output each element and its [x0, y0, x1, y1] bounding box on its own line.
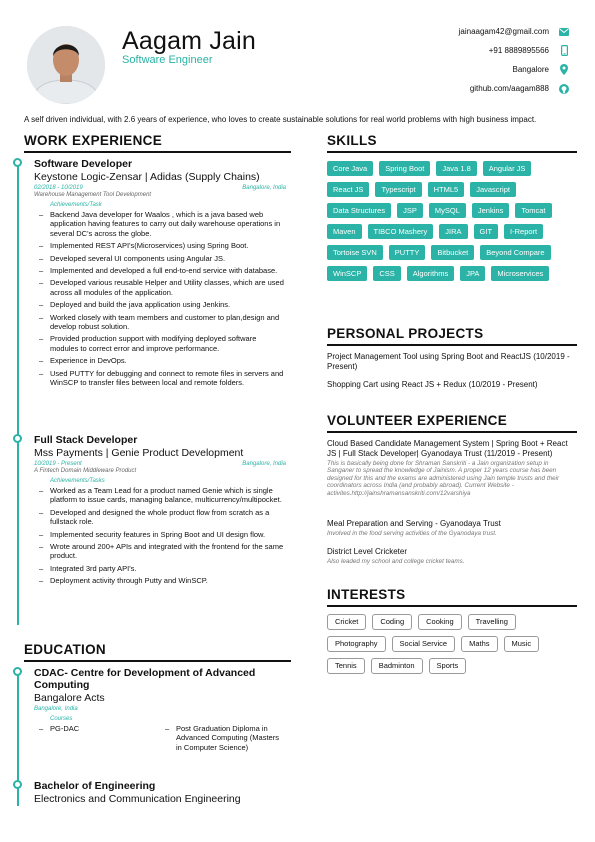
- volunteer-item: [327, 547, 577, 565]
- work-timeline-dot: [13, 158, 22, 167]
- summary: A self driven individual, with 2.6 years of experience, who loves to create sustainable solutions for real world problems with high business impact.: [24, 115, 537, 124]
- courses-label: Courses: [50, 716, 73, 722]
- skill-tag: Angular JS: [483, 161, 532, 176]
- project-item: Project Management Tool using Spring Boot and ReactJS (10/2019 - Present): [327, 352, 570, 371]
- volunteer-desc: This is basically being done for Shraman Sanskriti - a Jain organization setup in Sanganer to spread the knowledge of Jainism. A proper 12 years course has been designed for this and the exams are administered using Jain temple trusts and their coordinators across India (and probably abroad). Current Website - activites.http://jainshramansanskriti.com/12varshiya: [327, 459, 560, 497]
- skill-tag: Javascript: [470, 182, 516, 197]
- interest-tag: Photography: [327, 636, 386, 652]
- interest-tag: Social Service: [392, 636, 456, 652]
- volunteer-title: District Level Cricketer: [327, 547, 408, 556]
- interest-tag: Badminton: [371, 658, 423, 674]
- education-title: CDAC- Centre for Development of Advanced Computing: [34, 667, 256, 691]
- projects-rule: [327, 344, 577, 346]
- education-org: Bangalore Acts: [34, 692, 105, 704]
- skill-tag: Core Java: [327, 161, 373, 176]
- achievement-item: – Implemented REST API's(Microservices) using Spring Boot.: [34, 241, 286, 250]
- interests-rule: [327, 605, 577, 607]
- job-meta: [34, 461, 286, 467]
- contact-location-text: Bangalore: [512, 65, 549, 74]
- contact-github-text: github.com/aagam888: [469, 84, 549, 93]
- achievement-item: – Used PUTTY for debugging and connect to remote files in servers and WinSCP to transfer files between local and remote folders.: [34, 369, 286, 388]
- skill-tag: Maven: [327, 224, 362, 239]
- skill-tag: Data Structures: [327, 203, 391, 218]
- achievement-item: – Implemented security features in Spring Boot and UI design flow.: [34, 530, 286, 539]
- job-org: Keystone Logic-Zensar | Adidas (Supply Chains): [34, 171, 260, 183]
- skill-tag: MySQL: [429, 203, 466, 218]
- skill-tag: JPA: [460, 266, 485, 281]
- skill-tag: Typescript: [375, 182, 421, 197]
- achievement-item: – Implemented and developed a full end-to-end service with database.: [34, 266, 286, 275]
- github-icon: [557, 84, 571, 94]
- education-bachelor: [34, 780, 286, 805]
- course-item: – Post Graduation Diploma in Advanced Computing (Masters in Computer Science): [160, 724, 286, 752]
- interest-tag: Music: [504, 636, 540, 652]
- phone-icon: [557, 45, 571, 56]
- achievement-item: – Deployment activity through Putty and WinSCP.: [34, 576, 286, 585]
- work-heading: WORK EXPERIENCE: [24, 133, 163, 148]
- education-location: Bangalore, India: [34, 706, 78, 712]
- interest-tag: Cricket: [327, 614, 366, 630]
- job-location: Bangalore, India: [242, 461, 286, 467]
- job-dates: 10/2019 - Present: [34, 461, 82, 467]
- achievement-item: – Deployed and build the java application using Jenkins.: [34, 300, 286, 309]
- job-org: Mss Payments | Genie Product Development: [34, 447, 244, 459]
- contact-github[interactable]: [351, 79, 571, 98]
- skill-tag: CSS: [373, 266, 400, 281]
- skill-tag: Jenkins: [472, 203, 509, 218]
- education-heading: EDUCATION: [24, 642, 106, 657]
- achievement-list: [34, 486, 286, 586]
- volunteer-desc: Involved in the food serving activities of the Gyanodaya trust.: [327, 529, 497, 537]
- achievement-item: – Worked closely with team members and customer to plan,design and develop robust solution.: [34, 313, 286, 332]
- job-software-developer: [34, 158, 286, 391]
- skill-tag: Beyond Compare: [480, 245, 550, 260]
- achievements-label: Achievements/Task: [50, 202, 102, 208]
- volunteer-desc: Also leaded my school and college cricket teams.: [327, 557, 465, 565]
- skill-tag: React JS: [327, 182, 369, 197]
- course-list: [34, 724, 286, 752]
- contact-phone-text: +91 8889895566: [488, 46, 549, 55]
- achievement-list: [34, 210, 286, 388]
- achievement-item: – Experience in DevOps.: [34, 356, 286, 365]
- skill-tag: Tomcat: [515, 203, 551, 218]
- skill-tag: Algorithms: [407, 266, 454, 281]
- job-title: Full Stack Developer: [34, 434, 138, 446]
- education-meta: [34, 706, 286, 712]
- skill-tag: Spring Boot: [379, 161, 430, 176]
- profile-photo: [27, 26, 105, 104]
- projects-heading: PERSONAL PROJECTS: [327, 326, 484, 341]
- skill-tag: WinSCP: [327, 266, 367, 281]
- skill-tag: Bitbucket: [431, 245, 474, 260]
- job-location: Bangalore, India: [242, 185, 286, 191]
- email-icon: [557, 28, 571, 36]
- skills-heading: SKILLS: [327, 133, 377, 148]
- work-timeline-line: [17, 163, 19, 625]
- achievement-item: – Backend Java developer for Waalos , which is a java based web application having features to carry out daily warehouse operations in several DC's across the globe.: [34, 210, 286, 238]
- education-cdac: [34, 667, 286, 752]
- skill-tag: Java 1.8: [436, 161, 476, 176]
- project-item: Shopping Cart using React JS + Redux (10/2019 - Present): [327, 380, 538, 389]
- skill-tag: GIT: [474, 224, 499, 239]
- job-full-stack-developer: [34, 434, 286, 589]
- job-subtitle: A Fintech Domain Middleware Product: [34, 468, 137, 474]
- achievement-item: – Worked as a Team Lead for a product named Genie which is single platform to issue cards, managing balance, multicurrency/multipocket.: [34, 486, 286, 505]
- education-rule: [24, 660, 291, 662]
- skill-tag: PUTTY: [389, 245, 426, 260]
- volunteer-item: [327, 439, 577, 498]
- contact-phone[interactable]: [351, 41, 571, 60]
- interest-tag: Maths: [461, 636, 497, 652]
- education-title: Bachelor of Engineering: [34, 780, 156, 792]
- skill-tag: TIBCO Mashery: [368, 224, 434, 239]
- volunteer-title: Cloud Based Candidate Management System | Spring Boot + React JS | Full Stack Developer| Gyanodaya Trust (11/2019 - Present): [327, 439, 568, 458]
- achievement-item: – Developed various reusable Helper and Utility classes, which are used across all modules of the application.: [34, 278, 286, 297]
- skill-tag: HTML5: [428, 182, 465, 197]
- volunteer-rule: [327, 431, 577, 433]
- skill-tag: Microservices: [491, 266, 549, 281]
- course-item: – PG-DAC: [34, 724, 160, 733]
- skills-rule: [327, 151, 577, 153]
- interest-tag: Cooking: [418, 614, 462, 630]
- education-timeline-dot: [13, 667, 22, 676]
- interest-tag: Travelling: [468, 614, 516, 630]
- volunteer-heading: VOLUNTEER EXPERIENCE: [327, 413, 508, 428]
- job-subtitle: Warehouse Management Tool Development: [34, 192, 152, 198]
- job-dates: 02/2018 - 10/2019: [34, 185, 83, 191]
- work-timeline-dot: [13, 434, 22, 443]
- interest-tag: Tennis: [327, 658, 365, 674]
- interest-tag: Sports: [429, 658, 467, 674]
- interests-heading: INTERESTS: [327, 587, 406, 602]
- work-rule: [24, 151, 291, 153]
- volunteer-item: [327, 519, 577, 537]
- achievement-item: – Provided production support with modifying deployed software modules to correct error and improve performance.: [34, 334, 286, 353]
- education-timeline-dot: [13, 780, 22, 789]
- contact-email[interactable]: [351, 22, 571, 41]
- candidate-title: Software Engineer: [122, 54, 213, 66]
- skill-tag: Tortoise SVN: [327, 245, 383, 260]
- achievement-item: – Wrote around 200+ APIs and integrated with the frontend for the same product.: [34, 542, 286, 561]
- skill-tag: I-Report: [504, 224, 543, 239]
- volunteer-title: Meal Preparation and Serving - Gyanodaya Trust: [327, 519, 501, 528]
- contact-list: [351, 22, 571, 98]
- candidate-name: Aagam Jain: [122, 27, 257, 55]
- achievements-label: Achievements/Tasks: [50, 478, 105, 484]
- skill-tag: JIRA: [439, 224, 467, 239]
- contact-location: [351, 60, 571, 79]
- location-icon: [557, 64, 571, 75]
- skill-tag: JSP: [397, 203, 423, 218]
- skill-list: [327, 161, 582, 287]
- interest-tag: Coding: [372, 614, 412, 630]
- interest-list: [327, 614, 582, 680]
- education-org: Electronics and Communication Engineering: [34, 793, 241, 805]
- achievement-item: – Integrated 3rd party API's.: [34, 564, 286, 573]
- achievement-item: – Developed several UI components using Angular JS.: [34, 254, 286, 263]
- job-meta: [34, 185, 286, 191]
- contact-email-text: jainaagam42@gmail.com: [458, 27, 549, 36]
- job-title: Software Developer: [34, 158, 133, 170]
- achievement-item: – Developed and designed the whole product flow from scratch as a fullstack role.: [34, 508, 286, 527]
